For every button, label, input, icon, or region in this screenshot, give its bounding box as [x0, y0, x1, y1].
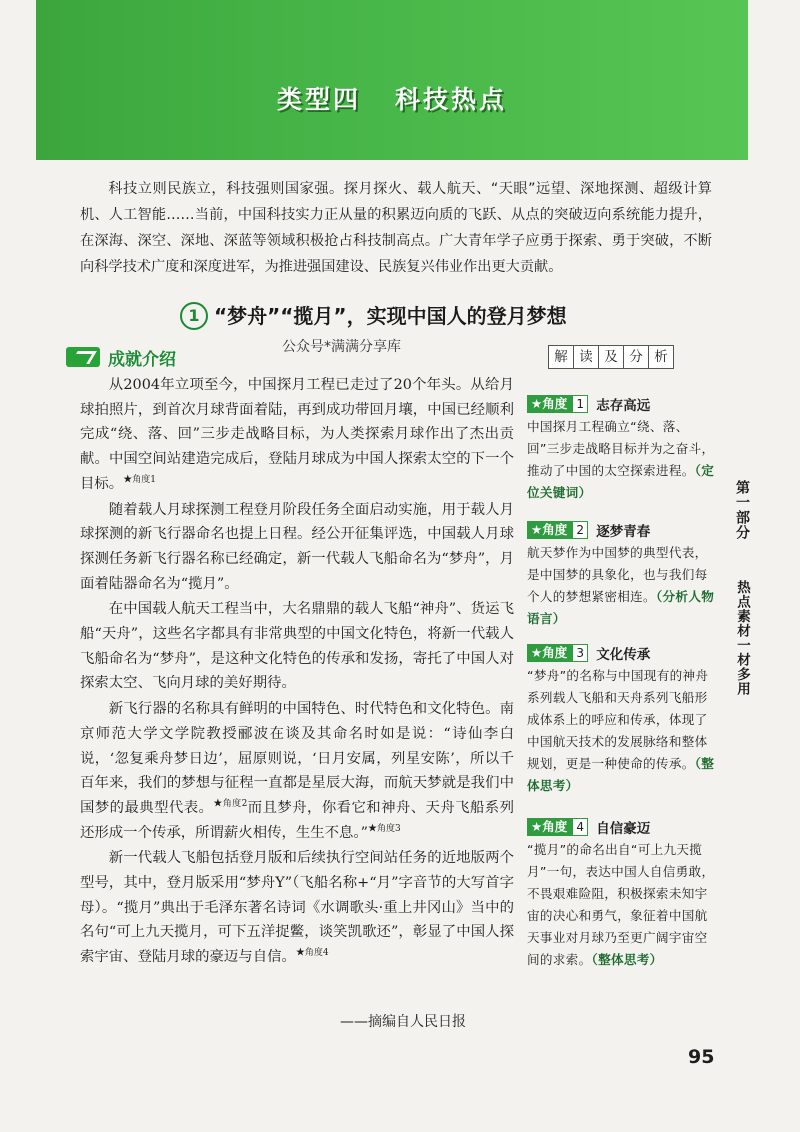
- angle-number: 1: [572, 395, 588, 413]
- watermark-text: 公众号*满满分享库: [282, 339, 401, 355]
- angle-body-text: 航天梦作为中国梦的典型代表，是中国梦的具象化，也与我们每个人的梦想紧密相连。: [527, 545, 708, 604]
- analysis-heading: [548, 345, 673, 369]
- angle-title: 志存高远: [596, 397, 651, 414]
- paragraph-text: 新一代载人飞船包括登月版和后续执行空间站任务的近地版两个型号，其中，登月版采用“梦舟Y”（飞船名称+“月”字音节的大写首字母）。“揽月”典出于毛泽东著名诗词《水调歌头·重上井冈山》当中的名句“可上九天揽月，可下五洋捉鳖，谈笑凯歌还”，彰显了中国人探索宇宙、登陆月球的豪迈与自信。: [80, 850, 514, 966]
- section-number-badge: 1: [180, 302, 208, 330]
- article-paragraph-1: [80, 373, 514, 497]
- side-tab-label: 热点素材一材多用: [734, 580, 750, 696]
- intro-paragraph: 科技立则民族立，科技强则国家强。探月探火、载人航天、“天眼”远望、深地探测、超级计算机、人工智能……当前，中国科技实力正从量的积累迈向质的飞跃、从点的突破迈向系统能力提升，在深海、深空、深地、深蓝等领域积极抢占科技制高点。广大青年学子应勇于探索、勇于突破，不断向科学技术广度和深度进军，为推进强国建设、民族复兴伟业作出更大贡献。: [80, 181, 712, 275]
- paragraph-text: 新飞行器的名称具有鲜明的中国特色、时代特色和文化特色。南京师范大学文学院教授郦波在谈及其命名时如是说：“诗仙李白说，‘忽复乘舟梦日边’，屈原则说，‘日月安属，列星安陈’，所以千百年来，我们的梦想与征程一直都是星辰大海，而航天梦就是我们中国梦的最典型代表。: [80, 701, 514, 816]
- analysis-char: 解: [548, 345, 574, 369]
- banner-title-type: 类型四: [276, 85, 361, 114]
- angle-title: 逐梦青春: [596, 523, 651, 540]
- section-title: [180, 300, 640, 330]
- angle-body: [527, 416, 717, 504]
- angle-tag: ★角度: [527, 818, 572, 836]
- angle-number: 2: [572, 521, 588, 539]
- angle-card-header: [527, 393, 717, 414]
- angle-number: 4: [572, 818, 588, 836]
- angle-title: 自信豪迈: [596, 820, 651, 837]
- angle-card-header: [527, 519, 717, 540]
- angle-card-3: [527, 642, 717, 797]
- article-paragraph-4: [80, 697, 514, 845]
- angle-tag: ★角度: [527, 395, 572, 413]
- article-source: ——摘编自人民日报: [340, 1014, 466, 1030]
- achievement-label: 成就介绍: [108, 349, 176, 370]
- header-banner: [36, 0, 748, 160]
- angle-body-text: 中国探月工程确立“绕、落、回”三步走战略目标并为之奋斗，推动了中国的太空探索进程。: [527, 419, 715, 478]
- angle-note: （整体思考）: [591, 952, 663, 967]
- flag-icon: [66, 347, 100, 367]
- angle-card-1: [527, 393, 717, 504]
- angle-marker-2: ★角度2: [213, 798, 248, 809]
- article-paragraph-2: 随着载人月球探测工程登月阶段任务全面启动实施，用于载人月球探测的新飞行器命名也提上日程。经公开征集评选，中国载人月球探测任务新飞行器名称已经确定，新一代载人飞船命名为“梦舟”，月面着陆器命名为“揽月”。: [80, 501, 514, 592]
- angle-note: （整体思考）: [527, 756, 715, 793]
- angle-title: 文化传承: [596, 646, 651, 663]
- angle-card-header: [527, 816, 717, 837]
- angle-card-header: [527, 642, 717, 663]
- angle-card-4: [527, 816, 717, 971]
- angle-body-text: “揽月”的命名出自“可上九天揽月”一句，表达中国人自信勇敢，不畏艰难险阻，积极探索未知宇宙的决心和勇气，象征着中国航天事业对月球乃至更广阔宇宙空间的求索。: [527, 842, 715, 967]
- angle-number: 3: [572, 644, 588, 662]
- angle-card-2: [527, 519, 717, 630]
- banner-title-topic: 科技热点: [395, 85, 508, 114]
- angle-tag: ★角度: [527, 521, 572, 539]
- analysis-char: 分: [623, 345, 649, 369]
- analysis-char: 及: [598, 345, 624, 369]
- analysis-char: 析: [648, 345, 674, 369]
- paragraph-text: 而且梦舟，你看它和神舟、天舟飞船系列还形成一个传承，所谓薪火相传，生生不息。”: [80, 799, 514, 841]
- paragraph-text: 从2004年立项至今，中国探月工程已走过了20个年头。从给月球拍照片，到首次月球背面着陆，再到成功带回月壤，中国已经顺利完成“绕、落、回”三步走战略目标，为人类探索月球作出了杰出贡献。中国空间站建造完成后，登陆月球成为中国人探索太空的下一个目标。: [80, 377, 514, 492]
- article-paragraph-5: [80, 846, 514, 970]
- angle-body: [527, 542, 717, 630]
- banner-title: [36, 80, 748, 116]
- analysis-char: 读: [573, 345, 599, 369]
- angle-marker-3: ★角度3: [367, 823, 401, 834]
- angle-tag: ★角度: [527, 644, 572, 662]
- angle-body: [527, 839, 717, 971]
- page-number: 95: [688, 1046, 715, 1068]
- angle-marker-4: ★角度4: [295, 948, 329, 959]
- article-paragraph-3: 在中国载人航天工程当中，大名鼎鼎的载人飞船“神舟”、货运飞船“天舟”，这些名字都具有非常典型的中国文化特色，将新一代载人飞船命名为“梦舟”，是这种文化特色的传承和发扬，寄托了中国人对探索太空、飞向月球的美好期待。: [80, 601, 514, 692]
- article-body: [80, 373, 514, 971]
- angle-marker-1: ★角度1: [123, 474, 156, 485]
- section-title-text: “梦舟”“揽月”，实现中国人的登月梦想: [214, 304, 567, 328]
- angle-body: [527, 665, 717, 797]
- angle-note: （分析人物语言）: [527, 589, 715, 626]
- achievement-heading: [66, 345, 216, 369]
- angle-note: （定位关键词）: [527, 463, 715, 500]
- side-tab-part: 第一部分: [734, 480, 750, 540]
- angle-body-text: “梦舟”的名称与中国现有的神舟系列载人飞船和天舟系列飞船形成体系上的呼应和传承，体现了中国航天技术的发展脉络和整体规划，更是一种使命的传承。: [527, 668, 709, 771]
